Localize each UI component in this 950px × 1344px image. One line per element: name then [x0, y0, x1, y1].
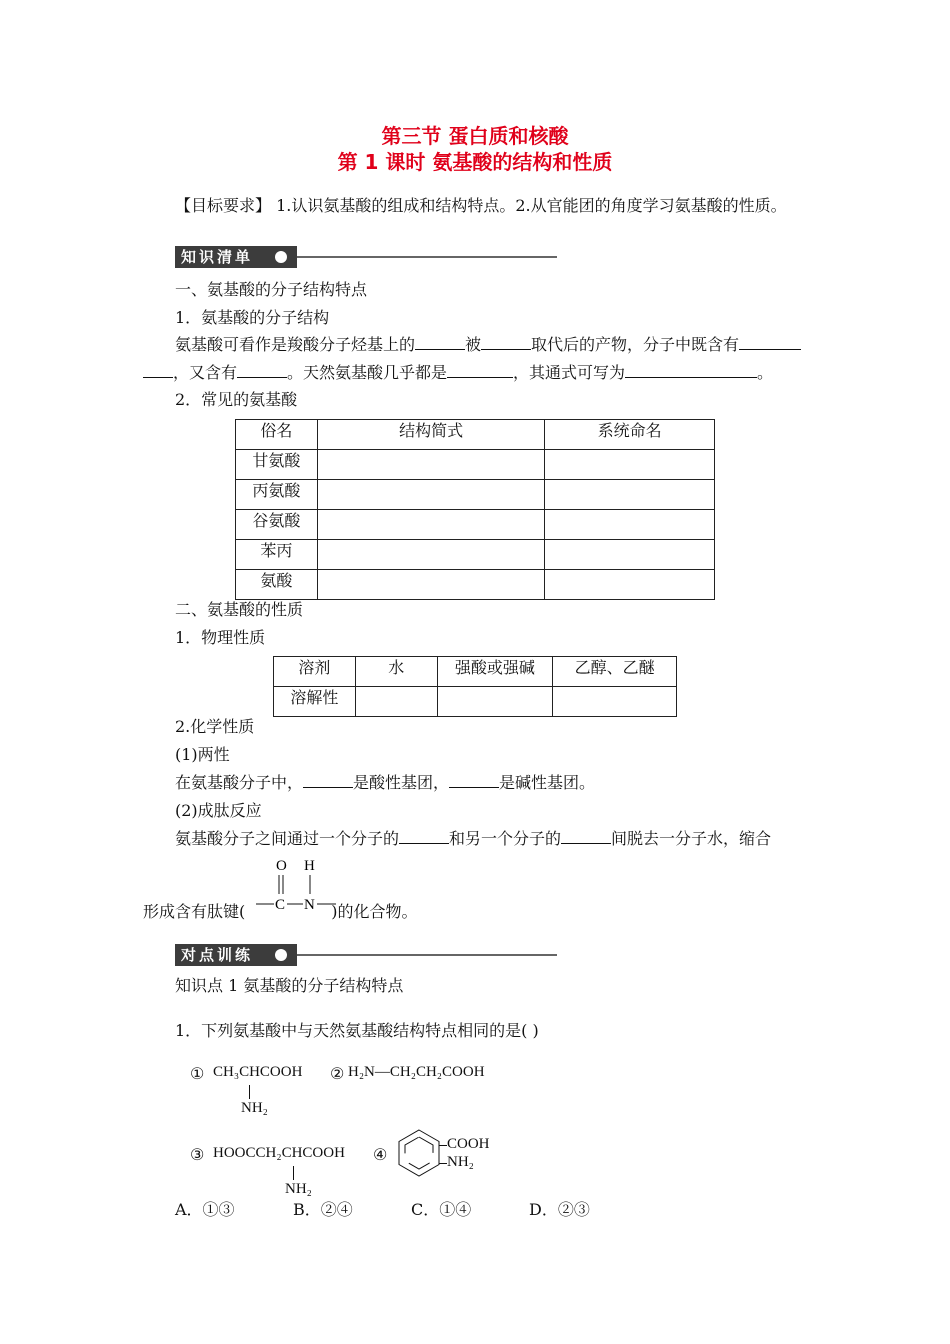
- part1-sub1: 1．氨基酸的分子结构: [175, 308, 330, 327]
- part2-sub1: 1．物理性质: [175, 628, 266, 647]
- table-cell: 溶解性: [274, 687, 356, 717]
- objectives: [175, 196, 787, 216]
- option-4-nh2: NH₂: [447, 1154, 474, 1170]
- choice-b[interactable]: B．②④: [293, 1200, 353, 1219]
- bullet-dot-icon: [275, 949, 287, 961]
- section-bar-knowledge: [175, 246, 557, 268]
- choice-d[interactable]: D．②③: [529, 1200, 590, 1219]
- table-cell-blank[interactable]: [317, 540, 545, 570]
- table-header: 结构简式: [317, 420, 545, 450]
- part1-heading: 一、氨基酸的分子结构特点: [175, 280, 368, 299]
- bullet-dot-icon: [275, 251, 287, 263]
- table-cell: 甘氨酸: [236, 450, 318, 480]
- table-header: 乙醇、乙醚: [553, 657, 677, 687]
- part2-heading: 二、氨基酸的性质: [175, 600, 304, 619]
- blank[interactable]: [415, 335, 465, 350]
- part2-sub2: 2.化学性质: [175, 717, 255, 736]
- table-cell-blank[interactable]: [553, 687, 677, 717]
- part2-item1: (1)两性: [175, 745, 230, 764]
- table-header: 强酸或强碱: [437, 657, 553, 687]
- bond-line: [293, 1166, 294, 1180]
- option-1-sub: NH₂: [241, 1100, 268, 1116]
- table-header-row: [274, 657, 677, 687]
- table-row: [236, 450, 715, 480]
- option-1-number: ①: [190, 1064, 205, 1083]
- table-cell-blank[interactable]: [545, 570, 715, 600]
- bond-line: [439, 1145, 447, 1146]
- table-cell: 丙氨酸: [236, 480, 318, 510]
- objectives-label: 【目标要求】: [175, 196, 272, 215]
- section-title: 第三节 蛋白质和核酸: [381, 124, 569, 148]
- table-cell-blank[interactable]: [545, 540, 715, 570]
- section-bar-label: 知识清单: [175, 246, 297, 268]
- choice-c[interactable]: C．①④: [411, 1200, 472, 1219]
- benzene-ring-icon: [394, 1128, 444, 1178]
- part2-item1-line: 在氨基酸分子中， 是酸性基团， 是碱性基团。: [175, 773, 596, 792]
- peptide-o: O: [276, 858, 287, 874]
- part1-line1: 氨基酸可看作是羧酸分子烃基上的 被 取代后的产物，分子中既含有: [175, 335, 801, 355]
- table-cell-blank[interactable]: [317, 510, 545, 540]
- option-1-formula: CH₃CHCOOH: [213, 1064, 303, 1080]
- blank[interactable]: [449, 773, 499, 788]
- part1-sub2: 2．常见的氨基酸: [175, 390, 298, 409]
- table-cell: 苯丙: [236, 540, 318, 570]
- table-cell-blank[interactable]: [355, 687, 437, 717]
- option-3-number: ③: [190, 1145, 205, 1164]
- option-2-formula: H₂N—CH₂CH₂COOH: [348, 1064, 485, 1080]
- choice-a[interactable]: A．①③: [175, 1200, 235, 1219]
- table-cell-blank[interactable]: [545, 450, 715, 480]
- blank[interactable]: [399, 829, 449, 844]
- question-1: 1．下列氨基酸中与天然氨基酸结构特点相同的是( ): [175, 1021, 539, 1040]
- blank[interactable]: [481, 335, 531, 350]
- table-cell-blank[interactable]: [317, 480, 545, 510]
- option-4-cooh: COOH: [447, 1136, 490, 1152]
- peptide-c: C: [275, 897, 286, 913]
- table-header: 系统命名: [545, 420, 715, 450]
- peptide-h: H: [304, 858, 315, 874]
- divider: [297, 256, 557, 258]
- option-4-number: ④: [373, 1145, 388, 1164]
- bond-line: [249, 1085, 250, 1099]
- part2-item2-line: 氨基酸分子之间通过一个分子的 和另一个分子的 间脱去一分子水，缩合: [175, 829, 772, 848]
- blank[interactable]: [625, 363, 757, 378]
- objectives-text: 1.认识氨基酸的组成和结构特点。2.从官能团的角度学习氨基酸的性质。: [276, 196, 787, 215]
- table-row: [236, 570, 715, 600]
- table-cell-blank[interactable]: [317, 450, 545, 480]
- table-header: 水: [355, 657, 437, 687]
- table-row: [236, 480, 715, 510]
- part1-line2: ，又含有 。天然氨基酸几乎都是 ，其通式可写为 。: [143, 363, 773, 383]
- blank[interactable]: [561, 829, 611, 844]
- peptide-bond-structure: [254, 854, 340, 924]
- part2-item2-line2: 形成含有肽键( )的化合物。: [143, 902, 418, 921]
- table-row: [236, 510, 715, 540]
- blank[interactable]: [447, 363, 513, 378]
- table-cell-blank[interactable]: [317, 570, 545, 600]
- blank[interactable]: [739, 335, 801, 350]
- table-header: 溶剂: [274, 657, 356, 687]
- table-cell: 氨酸: [236, 570, 318, 600]
- bond-line: [439, 1163, 447, 1164]
- peptide-n: N: [304, 897, 315, 913]
- table-header-row: [236, 420, 715, 450]
- table-header: 俗名: [236, 420, 318, 450]
- part2-item2: (2)成肽反应: [175, 801, 262, 820]
- table-cell: 谷氨酸: [236, 510, 318, 540]
- amino-acid-table: [235, 419, 715, 600]
- section-bar-label: 对点训练: [175, 944, 297, 966]
- blank[interactable]: [303, 773, 353, 788]
- table-row: [236, 540, 715, 570]
- table-cell-blank[interactable]: [545, 510, 715, 540]
- lesson-title: 第 1 课时 氨基酸的结构和性质: [337, 150, 613, 174]
- option-3-formula: HOOCCH₂CHCOOH: [213, 1145, 345, 1161]
- blank[interactable]: [237, 363, 287, 378]
- solubility-table: [273, 656, 677, 717]
- table-row: [274, 687, 677, 717]
- table-cell-blank[interactable]: [437, 687, 553, 717]
- blank[interactable]: [143, 363, 173, 378]
- knowledge-point: 知识点 1 氨基酸的分子结构特点: [175, 976, 404, 995]
- option-2-number: ②: [330, 1064, 345, 1083]
- table-cell-blank[interactable]: [545, 480, 715, 510]
- option-3-sub: NH₂: [285, 1181, 312, 1197]
- divider: [297, 954, 557, 956]
